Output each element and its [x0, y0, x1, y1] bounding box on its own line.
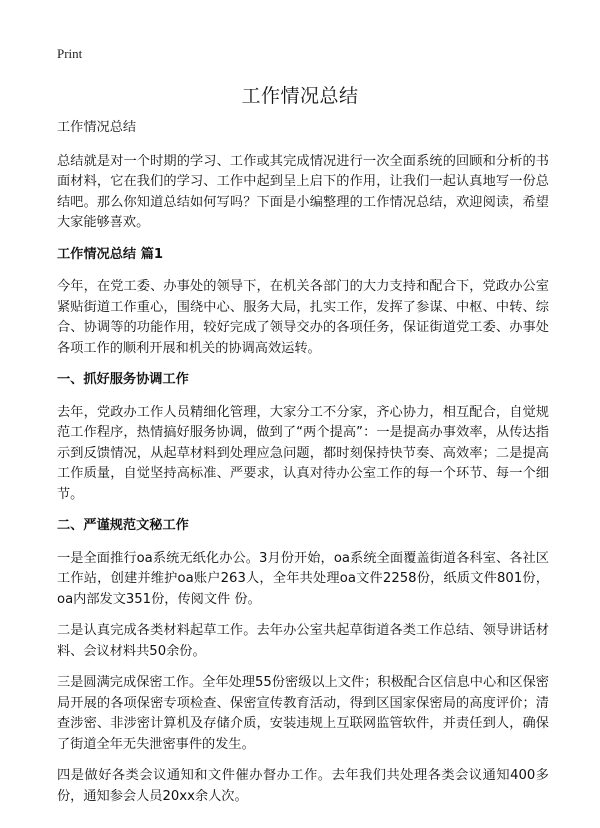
- meeting-notice-paragraph: 四是做好各类会议通知和文件催办督办工作。去年我们共处理各类会议通知400多份，通知参会人员20xx余人次。: [57, 768, 549, 804]
- print-link[interactable]: Print: [57, 46, 83, 61]
- document-body: [57, 118, 549, 818]
- section-intro-paragraph: 今年，在党工委、办事处的领导下，在机关各部门的大力支持和配合下，党政办公室紧贴街道工作重心，围绕中心、服务大局，扎实工作，发挥了参谋、中枢、中转、综合、协调等的功能作用，较好完成了领导交办的各项任务，保证街道党工委、办事处各项工作的顺利开展和机关的协调高效运转。: [57, 279, 549, 356]
- section-title: 工作情况总结 篇1: [57, 246, 164, 262]
- materials-drafting-paragraph: 二是认真完成各类材料起草工作。去年办公室共起草街道各类工作总结、领导讲话材料、会议材料共50余份。: [57, 623, 549, 659]
- heading-service-coordination: 一、抓好服务协调工作: [57, 372, 189, 387]
- confidentiality-paragraph: 三是圆满完成保密工作。全年处理55份密级以上文件；积极配合区信息中心和区保密局开展的各项保密专项检查、保密宣传教育活动，得到区国家保密局的高度评价；清查涉密、非涉密计算机及存储介质，安装违规上互联网监管软件，并责任到人，确保了街道全年无失泄密事件的发生。: [57, 675, 549, 752]
- document-subtitle: 工作情况总结: [57, 120, 137, 135]
- service-coordination-paragraph: 去年，党政办工作人员精细化管理，大家分工不分家，齐心协力，相互配合，自觉规范工作程序，热情搞好服务协调，做到了“两个提高”：一是提高办事效率，从传达指示到反馈情况，从起草材料到处理应急问题，都时刻保持快节奏、高效率；二是提高工作质量，自觉坚持高标准、严要求，认真对待办公室工作的每一个环节、每一个细节。: [57, 404, 549, 502]
- heading-secretarial-work: 二、严谨规范文秘工作: [57, 518, 189, 533]
- oa-system-paragraph: 一是全面推行oa系统无纸化办公。3月份开始，oa系统全面覆盖街道各科室、各社区工作站，创建并维护oa账户263人，全年共处理oa文件2258份，纸质文件801份，oa内部发文351份，传阅文件 份。: [57, 550, 549, 607]
- intro-paragraph: 总结就是对一个时期的学习、工作或其完成情况进行一次全面系统的回顾和分析的书面材料，它在我们的学习、工作中起到呈上启下的作用，让我们一起认真地写一份总结吧。那么你知道总结如何写吗？下面是小编整理的工作情况总结，欢迎阅读，希望大家能够喜欢。: [57, 153, 549, 230]
- page-title: 工作情况总结: [241, 85, 359, 107]
